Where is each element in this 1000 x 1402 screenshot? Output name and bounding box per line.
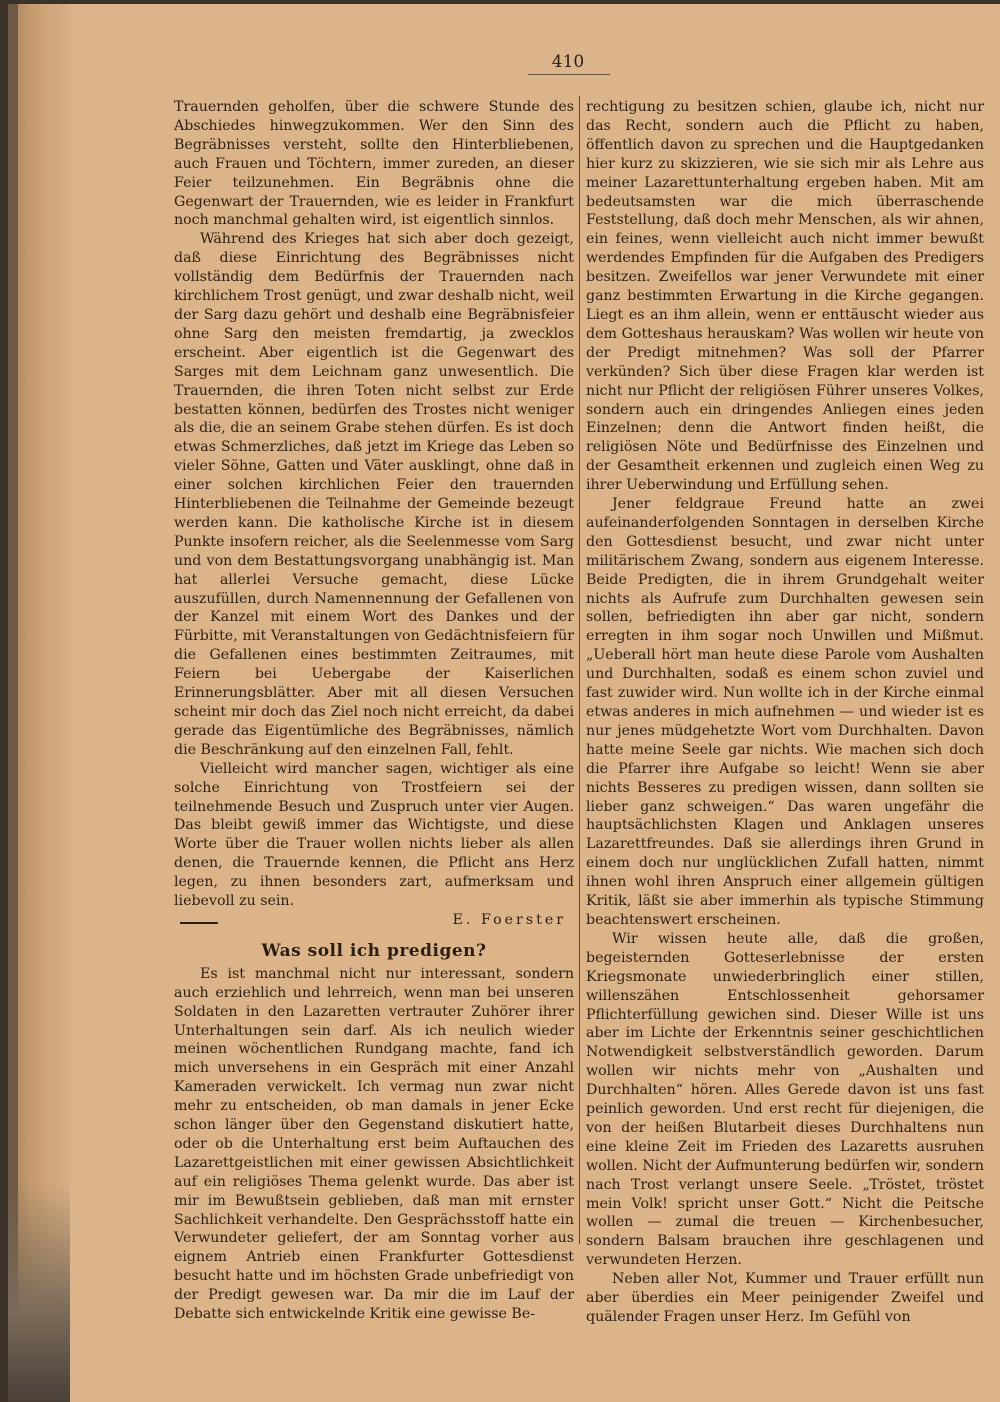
- page-number: 410: [551, 52, 585, 72]
- cover-corner: [8, 1182, 70, 1402]
- right-column: [586, 98, 984, 1327]
- left-paragraph-2: Während des Krieges hat sich aber doch gezeigt, daß diese Einrichtung des Begräbnisses nicht vollständig dem Bedürfnis der Trauernden nach kirchlichem Trost genügt, und zwar deshalb nicht, weil der Sarg dazu gehört und deshalb eine Begräbnisfeier ohne Sarg den meisten fremdartig, ja zwecklos erscheint. Aber eigentlich ist die Gegenwart des Sarges mit dem Leichnam ganz unwesentlich. Die Trauernden, die ihren Toten nicht selbst zur Erde bestatten können, bedürfen des Trostes nicht weniger als die, die an seinem Grabe stehen dürfen. Es ist doch etwas Schmerzliches, daß jetzt im Kriege das Leben so vieler Söhne, Gatten und Väter ausklingt, ohne daß in einer solchen kirchlichen Feier den trauernden Hinterbliebenen die Teilnahme der Gemeinde bezeugt werden kann. Die katholische Kirche ist in diesem Punkte insofern reicher, als die Seelenmesse vom Sarg und von dem Bestattungsvorgang unabhängig ist. Man hat allerlei Versuche gemacht, diese Lücke auszufüllen, durch Namennennung der Gefallenen von der Kanzel mit einem Wort des Dankes und der Fürbitte, mit Veranstaltungen von Gedächtnisfeiern für die Gefallenen eines bestimmten Zeitraumes, mit Feiern bei Uebergabe der Kaiserlichen Erinnerungsblätter. Aber mit all diesen Versuchen scheint mir doch das Ziel noch nicht erreicht, da dabei gerade das Eigentümliche des Begräbnisses, nämlich die Beschränkung auf den einzelnen Fall, fehlt.: [174, 231, 574, 758]
- signoff-rule: [180, 922, 218, 924]
- book-page: [8, 4, 1000, 1402]
- right-paragraph-2: Jener feldgraue Freund hatte an zwei aufeinanderfolgenden Sonntagen in derselben Kirche den Gottesdienst besucht, und zwar nicht unter militärischem Zwang, sondern aus eigenem Interesse. Beide Predigten, die in ihrem Grundgehalt weiter nichts als Aufrufe zum Durchhalten gewesen sein sollen, befriedigten ihn aber gar nicht, sondern erregten in ihm sogar noch Unwillen und Mißmut. „Ueberall hört man heute diese Parole vom Aushalten und Durchhalten, sodaß es einem schon zuviel und fast zuwider wird. Nun wollte ich in der Kirche einmal etwas anderes in mich aufnehmen — und wieder ist es nur jenes müdgehetzte Wort vom Durchhalten. Davon hatte meine Seele gar nichts. Wie machen sich doch die Pfarrer ihre Aufgabe so leicht! Wenn sie aber nichts Besseres zu predigen wissen, dann sollten sie lieber ganz schweigen.“ Das waren ungefähr die hauptsächlichsten Klagen und Anklagen unseres Lazarettfreundes. Daß sie allerdings ihren Grund in einem doch nur unglücklichen Zufall hatten, nimmt ihnen wohl ihren Anspruch einer allgemein gültigen Kritik, läßt sie aber immerhin als typische Stimmung beachtenswert erscheinen.: [586, 496, 984, 928]
- right-paragraph-3: Wir wissen heute alle, daß die großen, begeisternden Gotteserlebnisse der ersten Kriegsmonate unwiederbringlich einer stillen, willenszähen Entschlossenheit gehorsamer Pflichterfüllung gewichen sind. Dieser Wille ist uns aber im Lichte der Erkenntnis seiner geschichtlichen Notwendigkeit selbstverständlich geworden. Darum wollen wir nichts mehr von „Aushalten und Durchhalten“ hören. Alles Gerede davon ist uns fast peinlich geworden. Und erst recht für diejenigen, die von der heißen Blutarbeit dieses Durchhaltens nun eine kleine Zeit im Frieden des Lazaretts ausruhen wollen. Nicht der Aufmunterung bedürfen wir, sondern nach Trost verlangt unsere Seele. „Tröstet, tröstet mein Volk! spricht unser Gott.“ Nicht die Peitsche wollen — zumal die treuen — Kirchenbesucher, sondern Balsam brauchen ihre geschlagenen und verwundeten Herzen.: [586, 930, 984, 1269]
- left-column: [174, 98, 574, 1324]
- right-paragraph-1: rechtigung zu besitzen schien, glaube ich, nicht nur das Recht, sondern auch die Pflicht zu haben, öffentlich davon zu sprechen und die Hauptgedanken hier kurz zu skizzieren, wie sie sich mir als Lehre aus meiner Lazarettunterhaltung ergeben haben. Mit am bedeutsamsten war die mich überraschende Feststellung, daß doch mehr Menschen, als wir ahnen, ein feines, wenn vielleicht auch nicht immer bewußt werdendes Empfinden für die Aufgaben des Predigers besitzen. Zweifellos war jener Verwundete mit einer ganz bestimmten Erwartung in die Kirche gegangen. Liegt es an ihm allein, wenn er enttäuscht wieder aus dem Gotteshaus herauskam? Was wollen wir heute von der Predigt mitnehmen? Was soll der Pfarrer verkünden? Sich über diese Fragen klar werden ist nicht nur Pflicht der religiösen Führer unseres Volkes, sondern auch ein dringendes Anliegen eines jeden Einzelnen; denn die Antwort finden heißt, die religiösen Nöte und Bedürfnisse des Einzelnen und der Gesamtheit erkennen und zugleich einen Weg zu ihrer Ueberwindung und Erfüllung sehen.: [586, 99, 984, 494]
- article-signoff: [174, 911, 574, 930]
- left-paragraph-4: Es ist manchmal nicht nur interessant, sondern auch erziehlich und lehrreich, wenn man bei unseren Soldaten in den Lazaretten vertrauter Zuhörer ihrer Unterhaltungen sein darf. Als ich neulich wieder meinen wöchentlichen Rundgang machte, fand ich mich unversehens in ein Gespräch mit einer Anzahl Kameraden verwickelt. Ich vermag nun zwar nicht mehr zu entscheiden, ob man damals in jener Ecke schon länger über den Gegenstand diskutiert hatte, oder ob die Unterhaltung erst beim Auftauchen des Lazarettgeistlichen mit einer gewissen Absichtlichkeit auf ein religiöses Thema gelenkt wurde. Das aber ist mir im Bewußtsein geblieben, daß man mit ernster Sachlichkeit verhandelte. Den Gesprächsstoff hatte ein Verwundeter geliefert, der am Sonntag vorher aus eignem Antrieb einen Frankfurter Gottesdienst besucht hatte und im höchsten Grade unbefriedigt von der Predigt gewesen war. Da mir die im Lauf der Debatte sich entwickelnde Kritik eine gewisse Be-: [174, 965, 574, 1323]
- article-author: E. Foerster: [452, 911, 566, 928]
- article-heading: Was soll ich predigen?: [261, 940, 487, 961]
- right-paragraph-4: Neben aller Not, Kummer und Trauer erfüllt nun aber überdies ein Meer peinigender Zweifel und quälender Fragen unser Herz. Im Gefühl von: [586, 1271, 984, 1325]
- left-paragraph-1: Trauernden geholfen, über die schwere Stunde des Abschiedes hinwegzukommen. Wer den Sinn des Begräbnisses versteht, sollte den Hinterbliebenen, auch Frauen und Töchtern, immer zureden, an dieser Feier teilzunehmen. Ein Begräbnis ohne die Gegenwart der Trauernden, wie es leider in Frankfurt noch manchmal gehalten wird, ist eigentlich sinnlos.: [174, 99, 574, 229]
- page-number-rule: [528, 74, 610, 75]
- left-paragraph-3: Vielleicht wird mancher sagen, wichtiger als eine solche Einrichtung von Trostfeiern sei der teilnehmende Besuch und Zuspruch unter vier Augen. Das bleibt gewiß immer das Wichtigste, und diese Worte über die Trauer wollen nichts lieber als allen denen, die Trauernde kennen, die Pflicht ans Herz legen, zu ihnen besonders zart, aufmerksam und liebevoll zu sein.: [174, 760, 574, 910]
- column-divider: [579, 96, 580, 1244]
